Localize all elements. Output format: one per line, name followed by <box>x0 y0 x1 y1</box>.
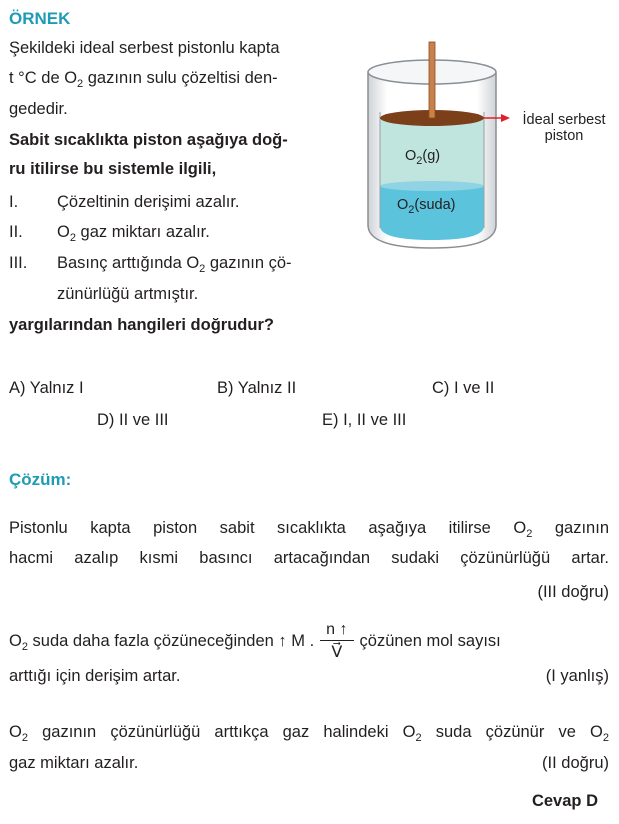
solution-note-i: (I yanlış) <box>545 667 609 685</box>
solution-region <box>380 186 484 240</box>
option-a[interactable]: A) Yalnız I <box>9 379 84 397</box>
question-line-2: t °C de $O_2$ gazının sulu çözeltisi den- <box>9 69 278 90</box>
solution-p2-line-2: arttığı için derişim artar. <box>9 667 181 685</box>
solution-heading: Çözüm: <box>9 470 72 489</box>
statement-2: II. $O_2$ gaz miktarı azalır. <box>9 223 210 244</box>
solution-note-ii: (II doğru) <box>542 754 609 772</box>
solution-p1-line-2: hacmi azalıp kısmi basıncı artacağından sudaki çözünürlüğü artar. <box>9 549 609 567</box>
statement-3-cont: zünürlüğü artmıştır. <box>57 285 199 303</box>
answer: Cevap D <box>531 792 598 810</box>
solution-p3-line-1: $O_2$ gazının çözünürlüğü arttıkça gaz halindeki $O_2$ suda çözünür ve $O_2$ <box>9 723 609 744</box>
option-e[interactable]: E) I, II ve III <box>322 411 407 429</box>
option-d[interactable]: D) II ve III <box>97 411 169 429</box>
statement-3: III. Basınç arttığında $O_2$ gazının çö- <box>9 254 292 275</box>
gas-label: $O_2(g)$ <box>405 148 441 167</box>
option-c[interactable]: C) I ve II <box>432 379 495 397</box>
question-line-3: gededir. <box>9 100 68 118</box>
question-closing: yargılarından hangileri doğrudur? <box>9 316 274 334</box>
solution-note-iii: (III doğru) <box>537 583 609 601</box>
statement-1: I. Çözeltinin derişimi azalır. <box>9 193 240 211</box>
piston-arrowhead <box>501 114 510 122</box>
solution-surface <box>380 181 484 191</box>
question-line-1: Şekildeki ideal serbest pistonlu kapta <box>9 39 280 57</box>
piston-rod <box>429 42 435 118</box>
solution-p3-line-2: gaz miktarı azalır. <box>9 754 139 772</box>
solution-p2-line-1: $O_2$ suda daha fazla çözüneceğinden ↑ M . $\frac{n ↑}{V⃗}$ çözünen mol sayısı <box>9 620 501 661</box>
option-b[interactable]: B) Yalnız II <box>217 379 297 397</box>
question-bold-line-2: ru itilirse bu sistemle ilgili, <box>9 160 217 178</box>
solution-p1-line-1: Pistonlu kapta piston sabit sıcaklıkta aşağıya itilirse $O_2$ gazının <box>9 519 609 540</box>
molarity-fraction: $\frac{n ↑}{V⃗}$ <box>320 621 353 662</box>
piston-label: İdeal serbest piston <box>522 112 606 144</box>
question-bold-line-1: Sabit sıcaklıkta piston aşağıya doğ- <box>9 131 288 149</box>
example-title: ÖRNEK <box>9 9 71 28</box>
solution-label: $O_2(suda)$ <box>397 197 456 216</box>
